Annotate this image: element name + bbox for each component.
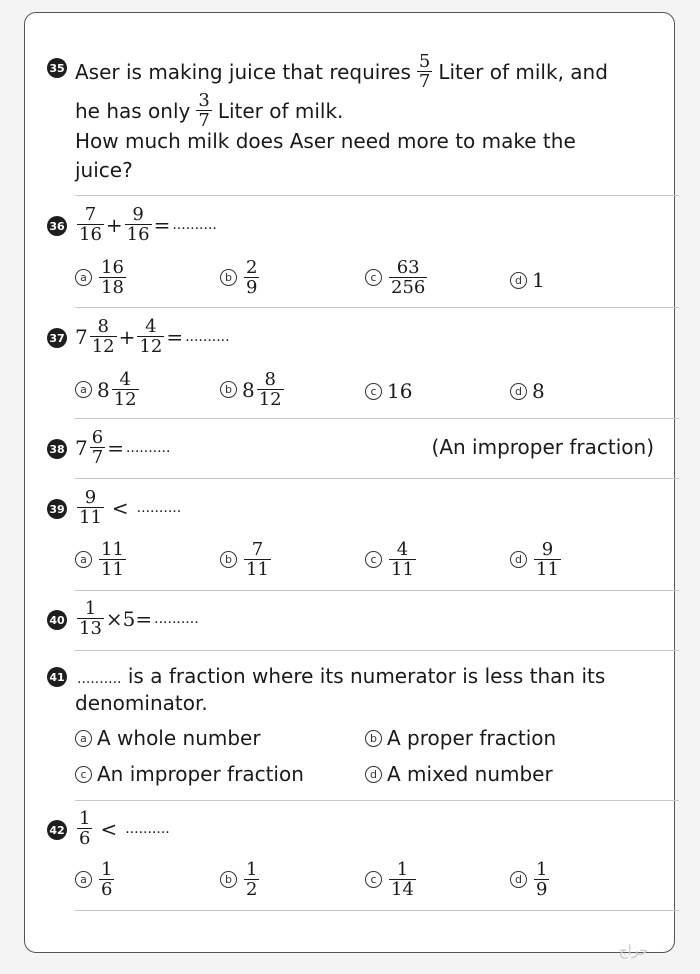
question-text-line-2: he has only $\frac{3}{7}$ Liter of milk. bbox=[75, 90, 344, 131]
option-c[interactable]: c $\frac{63}{256}$ bbox=[365, 258, 429, 297]
question-expression: 7 $\frac{6}{7}$ = .......... bbox=[75, 427, 171, 468]
question-number: 38 bbox=[47, 439, 67, 459]
question-number: 37 bbox=[47, 328, 67, 348]
divider bbox=[75, 195, 679, 196]
question-expression: $\frac{1}{6}$ < .......... bbox=[79, 808, 170, 849]
option-a[interactable]: a A whole number bbox=[75, 726, 261, 750]
divider bbox=[75, 590, 679, 591]
option-a[interactable]: a $\frac{1}{6}$ bbox=[75, 860, 116, 899]
question-expression: $\frac{7}{16}$ + $\frac{9}{16}$ = .......... bbox=[79, 204, 217, 245]
option-b[interactable]: b $\frac{2}{9}$ bbox=[220, 258, 261, 297]
option-b[interactable]: b $\frac{1}{2}$ bbox=[220, 860, 261, 899]
question-text-line-3: How much milk does Aser need more to make the bbox=[75, 129, 576, 153]
option-c[interactable]: c 16 bbox=[365, 379, 412, 403]
question-text-line-2: denominator. bbox=[75, 691, 208, 715]
option-b[interactable]: b 8 $\frac{8}{12}$ bbox=[220, 370, 286, 409]
divider bbox=[75, 478, 679, 479]
option-d[interactable]: d $\frac{1}{9}$ bbox=[510, 860, 551, 899]
question-expression: $\frac{1}{13}$ ×5= .......... bbox=[79, 598, 199, 639]
question-number: 41 bbox=[47, 667, 67, 687]
option-c[interactable]: c An improper fraction bbox=[75, 762, 304, 786]
divider bbox=[75, 800, 679, 801]
option-a[interactable]: a 8 $\frac{4}{12}$ bbox=[75, 370, 141, 409]
question-number: 35 bbox=[47, 58, 67, 78]
question-text-line-1: .......... is a fraction where its numerator is less than its bbox=[77, 664, 606, 688]
answer-hint: (An improper fraction) bbox=[431, 435, 654, 459]
question-number: 36 bbox=[47, 216, 67, 236]
option-d[interactable]: d $\frac{9}{11}$ bbox=[510, 540, 563, 579]
watermark-logo: حراج bbox=[618, 943, 648, 959]
question-text-line-1: Aser is making juice that requires $\frac{5}{7}$ Liter of milk, and bbox=[75, 51, 608, 92]
option-c[interactable]: c $\frac{4}{11}$ bbox=[365, 540, 418, 579]
divider bbox=[75, 418, 679, 419]
option-b[interactable]: b $\frac{7}{11}$ bbox=[220, 540, 273, 579]
option-c[interactable]: c $\frac{1}{14}$ bbox=[365, 860, 418, 899]
fraction: $\frac{5}{7}$ bbox=[418, 51, 431, 92]
question-expression: $\frac{9}{11}$ < .......... bbox=[79, 487, 182, 528]
question-number: 42 bbox=[47, 820, 67, 840]
question-number: 40 bbox=[47, 610, 67, 630]
divider bbox=[75, 650, 679, 651]
option-a[interactable]: a $\frac{11}{11}$ bbox=[75, 540, 128, 579]
divider bbox=[75, 307, 679, 308]
divider bbox=[75, 910, 679, 911]
option-d[interactable]: d 8 bbox=[510, 379, 545, 403]
question-text-line-4: juice? bbox=[75, 158, 133, 182]
option-d[interactable]: d 1 bbox=[510, 268, 545, 292]
option-a[interactable]: a $\frac{16}{18}$ bbox=[75, 258, 128, 297]
question-number: 39 bbox=[47, 499, 67, 519]
worksheet-page bbox=[24, 12, 675, 953]
option-b[interactable]: b A proper fraction bbox=[365, 726, 556, 750]
option-d[interactable]: d A mixed number bbox=[365, 762, 553, 786]
question-expression: 7 $\frac{8}{12}$ + $\frac{4}{12}$ = .......... bbox=[75, 316, 230, 357]
fraction: $\frac{3}{7}$ bbox=[198, 90, 210, 131]
